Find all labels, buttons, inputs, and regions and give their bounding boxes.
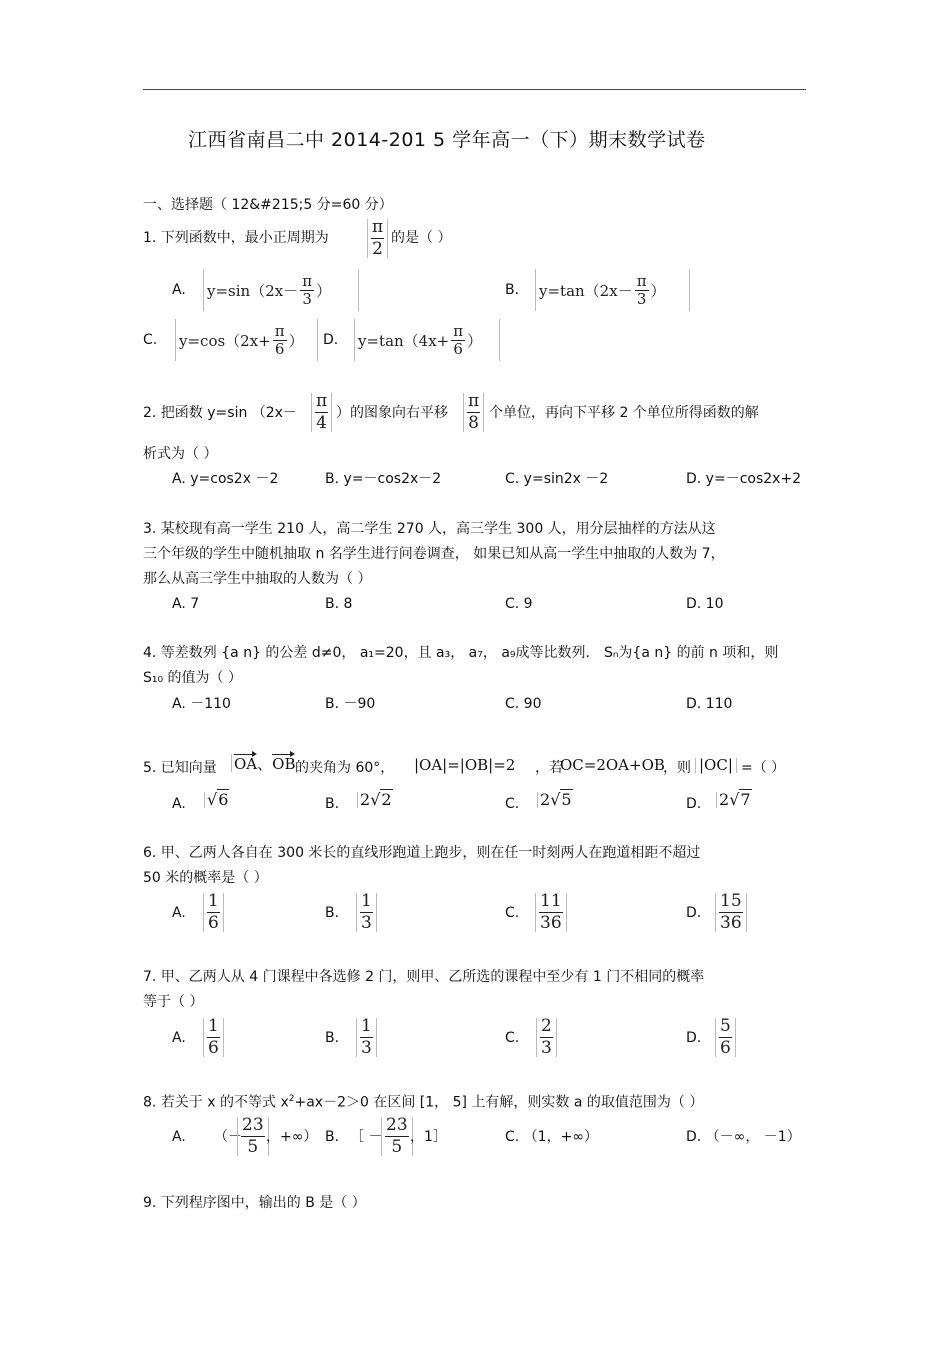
q7-option-b-label: B. [325,1030,340,1046]
q1-fraction: π 2 [367,219,388,258]
q2-option-c: C. y=sin2x －2 [505,471,609,487]
q7-option-a-fraction: 1 6 [203,1018,224,1057]
q5-stem-part3: ，若 [535,760,563,776]
page-title: 江西省南昌二中 2014-201 5 学年高一（下）期末数学试卷 [188,129,706,151]
q2-fraction-1: π 4 [311,393,332,432]
q6-option-c-label: C. [505,905,520,921]
q4-stem-line1: 4. 等差数列 {a n} 的公差 d≠0， a₁=20，且 a₃， a₇， a₉成等比数列． Sₙ为{a n} 的前 n 项和，则 [143,645,779,661]
q1-option-c-formula: y=cos（2x+ $\frac{\pi}{6}$ ） [175,319,318,361]
q2-stem-part2: ）的图象向右平移 [336,405,448,421]
q5-option-d-value: 2√7 [716,792,752,808]
q8-option-c: C. （1，+∞） [505,1129,598,1145]
q8-option-a-suffix: ，+∞） [266,1129,318,1145]
q8-option-b-label: B. [325,1129,340,1145]
q3-option-a: A. 7 [172,596,200,612]
q1-option-a-formula: y=sin（2x－ $\frac{\pi}{3}$ ） [203,269,359,311]
q5-option-c-label: C. [505,796,520,812]
q5-magnitude-condition: |OA|=|OB|=2 [414,756,516,774]
q8-option-a-fraction: 23 5 [237,1117,269,1156]
q6-stem-line1: 6. 甲、乙两人各自在 300 米长的直线形跑道上跑步，则在任一时刻两人在跑道相距不超过 [143,845,701,861]
q6-option-c-fraction: 11 36 [535,893,567,932]
q5-stem-part1: 5. 已知向量 [143,760,217,776]
q6-stem-line2: 50 米的概率是（ ） [143,870,268,886]
q9-stem: 9. 下列程序图中，输出的 B 是（ ） [143,1195,366,1211]
q3-stem-line2: 三个年级的学生中随机抽取 n 名学生进行问卷调查， 如果已知从高一学生中抽取的人数为 7， [143,546,725,562]
q6-option-d-label: D. [686,905,702,921]
q1-stem-tail: 的是（ ） [391,230,452,246]
q8-option-b-fraction: 23 5 [381,1117,413,1156]
q7-stem-line2: 等于（ ） [143,994,204,1010]
q5-option-a-value: √6 [204,792,229,808]
q5-option-b-value: 2√2 [357,792,393,808]
q2-stem-line2: 析式为（ ） [143,446,218,462]
q5-stem-part5: =（ ） [741,760,786,776]
q2-option-a: A. y=cos2x －2 [172,471,279,487]
q1-option-b-formula: y=tan（2x－ $\frac{\pi}{3}$ ） [535,269,690,311]
q6-option-b-fraction: 1 3 [356,893,377,932]
q3-option-c: C. 9 [505,596,533,612]
section-heading: 一、选择题（ 12&#215;5 分=60 分） [143,197,393,213]
q7-option-c-label: C. [505,1030,520,1046]
q3-option-d: D. 10 [686,596,724,612]
q5-vectors: OA、OB [231,754,295,772]
q8-option-a-prefix: （－ [214,1129,242,1145]
q1-option-c-label: C. [143,332,158,348]
q7-option-d-label: D. [686,1030,702,1046]
q3-stem-line3: 那么从高三学生中抽取的人数为（ ） [143,571,372,587]
q5-vector-expression: OC=2OA+OB [560,756,665,774]
q6-option-d-fraction: 15 36 [715,893,747,932]
q2-option-d: D. y=－cos2x+2 [686,471,802,487]
q5-option-a-label: A. [172,796,186,812]
q7-option-b-fraction: 1 3 [356,1018,377,1057]
q4-stem-line2: S₁₀ 的值为（ ） [143,670,243,686]
q1-option-b-label: B. [505,282,520,298]
q8-option-b-prefix: ［ － [350,1129,383,1145]
header-rule [143,89,806,90]
q1-option-d-formula: y=tan（4x+ $\frac{\pi}{6}$ ） [354,319,500,361]
q7-option-c-fraction: 2 3 [536,1018,557,1057]
q4-option-d: D. 110 [686,696,733,712]
q4-option-a: A. －110 [172,696,231,712]
q7-stem-line1: 7. 甲、乙两人从 4 门课程中各选修 2 门，则甲、乙所选的课程中至少有 1 门不相同的概率 [143,969,705,985]
q7-option-a-label: A. [172,1030,186,1046]
q4-option-b: B. －90 [325,696,376,712]
q5-stem-part2: 的夹角为 60°， [295,760,395,776]
q5-oc-magnitude: |OC| [695,758,737,773]
q8-option-b-suffix: ，1］ [410,1129,447,1145]
q3-stem-line1: 3. 某校现有高一学生 210 人，高二学生 270 人，高三学生 300 人，用分层抽样的方法从这 [143,521,716,537]
q8-stem-part1: 8. 若关于 x 的不等式 $x^2+ax-2>0$ 在区间 [1， 5] 上有解，则实数 a 的取值范围为（ ） [143,1094,704,1111]
q7-option-d-fraction: 5 6 [715,1018,736,1057]
q4-option-c: C. 90 [505,696,542,712]
q5-option-d-label: D. [686,796,702,812]
q6-option-b-label: B. [325,905,340,921]
q6-option-a-label: A. [172,905,186,921]
q2-fraction-2: π 8 [463,393,484,432]
q5-stem-part4: ，则 [663,760,691,776]
q2-option-b: B. y=－cos2x－2 [325,471,442,487]
q5-option-c-value: 2√5 [537,792,573,808]
q1-option-d-label: D. [323,332,339,348]
q8-option-d: D. （－∞， －1） [686,1129,801,1145]
q3-option-b: B. 8 [325,596,353,612]
q1-stem: 1. 下列函数中，最小正周期为 [143,230,329,246]
q5-option-b-label: B. [325,796,340,812]
q6-option-a-fraction: 1 6 [203,893,224,932]
q2-stem-part3: 个单位，再向下平移 2 个单位所得函数的解 [489,405,759,421]
q8-option-a-label: A. [172,1129,186,1145]
q2-stem-part1: 2. 把函数 y=sin （2x－ [143,405,297,421]
q1-option-a-label: A. [172,282,186,298]
